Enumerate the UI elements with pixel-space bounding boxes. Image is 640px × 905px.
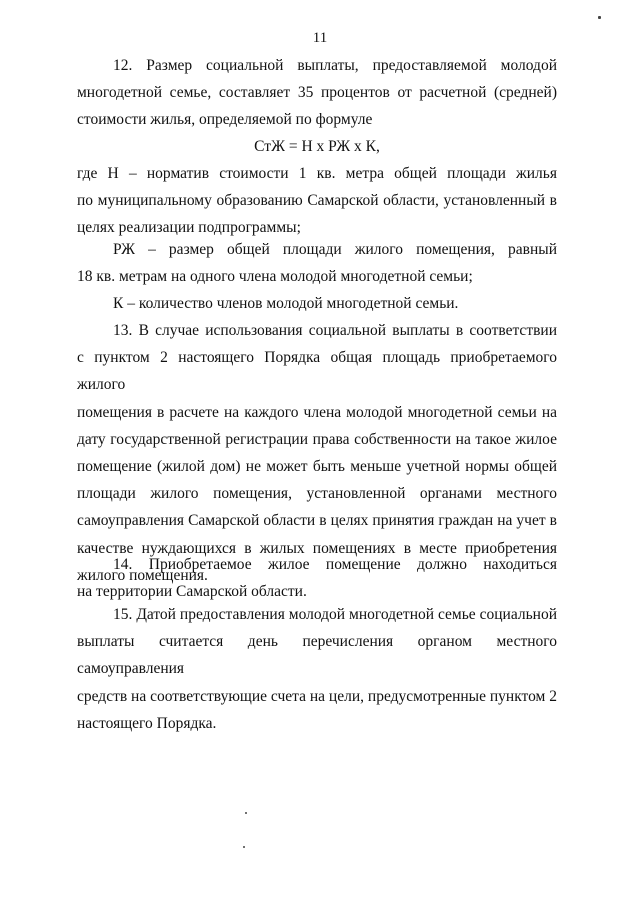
- text-line: 14. Приобретаемое жилое помещение должно находиться: [113, 556, 557, 573]
- text-line: РЖ – размер общей площади жилого помещения, равный: [113, 241, 557, 258]
- definition-h: [77, 160, 557, 242]
- text-line: помещения в расчете на каждого члена молодой многодетной семьи на: [77, 403, 557, 421]
- text-line: помещение (жилой дом) не может быть меньше учетной нормы общей: [77, 458, 557, 476]
- text-line: стоимости жилья, определяемой по формуле: [77, 111, 373, 129]
- text-line: многодетной семье, составляет 35 процентов от расчетной (средней): [77, 84, 557, 102]
- text-line: целях реализации подпрограммы;: [77, 219, 301, 237]
- text-line: 13. В случае использования социальной выплаты в соответствии: [113, 322, 557, 339]
- text-line: К – количество членов молодой многодетной семьи.: [113, 295, 459, 312]
- definition-rzh: [77, 236, 557, 290]
- formula: [77, 133, 557, 160]
- text-line: где Н – норматив стоимости 1 кв. метра общей площади жилья: [77, 165, 557, 182]
- paragraph-13: [77, 317, 557, 589]
- text-line: 18 кв. метрам на одного члена молодой многодетной семьи;: [77, 268, 473, 286]
- text-line: дату государственной регистрации права собственности на такое жилое: [77, 430, 557, 448]
- paragraph-14: [77, 551, 557, 605]
- formula-text: СтЖ = Н х РЖ х К,: [254, 138, 380, 155]
- text-line: настоящего Порядка.: [77, 714, 217, 732]
- text-line: самоуправления Самарской области в целях принятия граждан на учет в: [77, 512, 557, 530]
- text-line: по муниципальному образованию Самарской области, установленный в: [77, 192, 557, 210]
- text-line: качестве нуждающихся в жилых помещениях в месте приобретения: [77, 539, 557, 557]
- text-line: средств на соответствующие счета на цели, предусмотренные пунктом 2: [77, 687, 557, 705]
- text-line: жилого помещения.: [77, 566, 208, 584]
- scan-speck: [598, 16, 601, 19]
- text-line: площади жилого помещения, установленной органами местного: [77, 485, 557, 503]
- scan-speck: [245, 812, 247, 814]
- paragraph-12: [77, 52, 557, 134]
- paragraph-15: [77, 601, 557, 737]
- text-line: 12. Размер социальной выплаты, предоставляемой молодой: [113, 57, 557, 74]
- text-line: 15. Датой предоставления молодой многодетной семье социальной: [113, 606, 557, 623]
- text-line: выплаты считается день перечисления органом местного самоуправления: [77, 633, 557, 678]
- page-number: 11: [312, 30, 328, 46]
- text-line: на территории Самарской области.: [77, 583, 307, 601]
- definition-k: [77, 290, 557, 317]
- scan-speck: [243, 846, 245, 848]
- text-line: с пунктом 2 настоящего Порядка общая площадь приобретаемого жилого: [77, 349, 557, 394]
